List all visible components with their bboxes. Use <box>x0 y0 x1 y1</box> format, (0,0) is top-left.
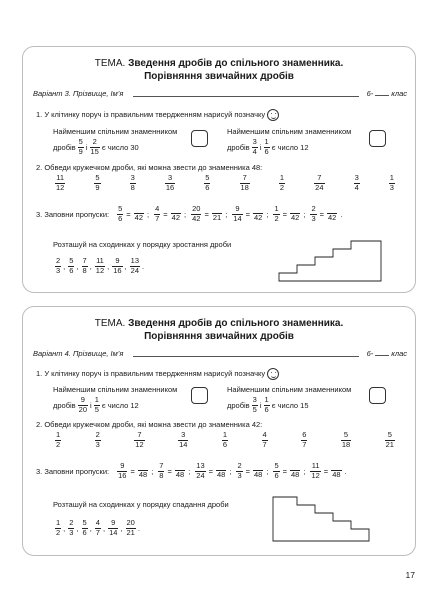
task-3: 3. Заповни пропуски: $\frac{9}{16}$ = 48 ; $\frac{7}{8}$ = 48 ; $\frac{13}{24}$ = 48 ; $\frac{2}{3}$ = 48 ; $\frac{5}{6}$ = 48 ; $\frac{11}{12}$ = 48 . <box>36 461 347 480</box>
variant-label: Варіант 4. Прізвище, Ім’я <box>33 349 124 358</box>
answer-blank[interactable] <box>328 206 337 213</box>
answer-blank[interactable] <box>213 206 222 213</box>
fraction: $\frac{9}{14}$ <box>109 518 118 537</box>
fraction: $\frac{3}{4}$ <box>252 137 257 156</box>
answer-blank[interactable] <box>254 463 263 470</box>
task-2: 2. Обведи кружечком дроби, які можна звести до знаменника 48: <box>36 163 263 172</box>
fraction: $\frac{2}{15}$ <box>90 137 99 156</box>
worksheet-variant-3 <box>22 46 416 293</box>
answer-blank[interactable] <box>139 463 148 470</box>
fraction: $\frac{5}{6}$ <box>82 518 87 537</box>
fill-equation: $\frac{1}{2}$ = 42 ; <box>274 204 306 223</box>
fraction-option[interactable]: $\frac{1}{3}$ <box>389 173 394 192</box>
fraction: $\frac{1}{2}$ <box>56 518 61 537</box>
fraction: $\frac{13}{24}$ <box>130 256 140 275</box>
fraction-option[interactable]: $\frac{5}{9}$ <box>95 173 100 192</box>
fraction: $\frac{5}{6}$ <box>69 256 74 275</box>
fill-equation: $\frac{2}{3}$ = 48 ; <box>237 461 269 480</box>
fraction-sequence: $\frac{2}{3}$ , $\frac{5}{6}$ , $\frac{7}{8}$ , $\frac{11}{12}$ , $\frac{9}{16}$ , $\frac{13}{24}$ . <box>56 256 145 275</box>
fraction: $\frac{20}{21}$ <box>126 518 135 537</box>
fraction: $\frac{11}{12}$ <box>95 256 105 275</box>
fraction-option[interactable]: $\frac{7}{18}$ <box>240 173 249 192</box>
fraction-option[interactable]: $\frac{7}{12}$ <box>135 430 144 449</box>
fraction-option[interactable]: $\frac{5}{18}$ <box>341 430 351 449</box>
grade-field: 6- клас <box>366 89 407 98</box>
task-1: 1. У клітинку поруч із правильним твердженням нарисуй позначку <box>36 109 279 121</box>
descending-stairs-diagram <box>271 493 381 543</box>
name-blank-line[interactable] <box>133 356 359 357</box>
statement-1: Найменшим спільним знаменником дробів $\frac{9}{20}$ і $\frac{1}{5}$ є число 12 <box>53 385 178 414</box>
stairs-instruction: Розташуй на сходинках у порядку зростання дроби <box>53 240 232 249</box>
fill-equation: $\frac{5}{6}$ = 48 ; <box>274 461 306 480</box>
fraction-option[interactable]: $\frac{2}{3}$ <box>95 430 100 449</box>
page-number: 17 <box>405 570 415 580</box>
task-1: 1. У клітинку поруч із правильним твердженням нарисуй позначку <box>36 368 279 380</box>
fraction-option[interactable]: $\frac{6}{7}$ <box>302 430 307 449</box>
fraction-option[interactable]: $\frac{4}{7}$ <box>262 430 267 449</box>
answer-blank[interactable] <box>171 206 180 213</box>
name-blank-line[interactable] <box>133 96 359 97</box>
fraction: $\frac{9}{16}$ <box>113 256 122 275</box>
answer-blank[interactable] <box>332 463 341 470</box>
fraction-option[interactable]: $\frac{5}{6}$ <box>205 173 210 192</box>
statement-2: Найменшим спільним знаменником дробів $\frac{3}{5}$ і $\frac{1}{6}$ є число 15 <box>227 385 352 414</box>
fraction: $\frac{7}{8}$ <box>82 256 87 275</box>
fraction: $\frac{1}{6}$ <box>264 395 269 414</box>
answer-blank[interactable] <box>254 206 263 213</box>
smiley-icon <box>267 109 279 121</box>
fraction-option[interactable]: $\frac{11}{12}$ <box>56 173 65 192</box>
stairs-instruction: Розташуй на сходинках у порядку спадання дроби <box>53 500 229 509</box>
variant-label: Варіант 3. Прізвище, Ім’я <box>33 89 124 98</box>
fraction: $\frac{1}{5}$ <box>94 395 99 414</box>
fill-equation: $\frac{9}{14}$ = 42 ; <box>233 204 269 223</box>
grade-field: 6- клас <box>366 349 407 358</box>
fill-equation: $\frac{7}{8}$ = 48 ; <box>159 461 191 480</box>
fraction-option[interactable]: $\frac{7}{24}$ <box>315 173 324 192</box>
fraction-option[interactable]: $\frac{1}{6}$ <box>222 430 228 449</box>
fill-equation: $\frac{13}{24}$ = 48 ; <box>196 461 232 480</box>
grade-blank[interactable] <box>375 95 389 96</box>
fill-equation: $\frac{4}{7}$ = 42 ; <box>155 204 187 223</box>
sheet-title: ТЕМА. Зведення дробів до спільного знаменника. Порівняння звичайних дробів <box>94 58 344 82</box>
fill-equation: $\frac{20}{42}$ = 21 ; <box>192 204 228 223</box>
fraction: $\frac{3}{5}$ <box>252 395 257 414</box>
checkbox-statement-2[interactable] <box>369 387 386 404</box>
checkbox-statement-2[interactable] <box>369 130 386 147</box>
checkbox-statement-1[interactable] <box>191 130 208 147</box>
fraction: $\frac{1}{6}$ <box>264 137 269 156</box>
fraction: $\frac{4}{7}$ <box>95 518 100 537</box>
fraction-option[interactable]: $\frac{3}{8}$ <box>130 173 135 192</box>
ascending-stairs-diagram <box>277 237 387 283</box>
answer-blank[interactable] <box>176 463 185 470</box>
answer-blank[interactable] <box>134 206 143 213</box>
fraction-option[interactable]: $\frac{1}{2}$ <box>56 430 61 449</box>
answer-blank[interactable] <box>217 463 226 470</box>
checkbox-statement-1[interactable] <box>191 387 208 404</box>
worksheet-variant-4 <box>22 306 416 556</box>
fraction-list <box>53 431 397 449</box>
sheet-title: ТЕМА. Зведення дробів до спільного знаменника. Порівняння звичайних дробів <box>94 318 344 342</box>
variant-line <box>33 89 407 98</box>
fill-equation: $\frac{9}{16}$ = 48 ; <box>118 461 154 480</box>
task-2: 2. Обведи кружечком дроби, які можна звести до знаменника 42: <box>36 420 263 429</box>
smiley-icon <box>267 368 279 380</box>
fraction-list <box>53 174 397 192</box>
statement-1: Найменшим спільним знаменником дробів $\frac{5}{9}$ і $\frac{2}{15}$ є число 30 <box>53 127 178 156</box>
answer-blank[interactable] <box>291 206 300 213</box>
fill-equation: $\frac{11}{12}$ = 48 . <box>311 461 347 480</box>
fraction-sequence: $\frac{1}{2}$ , $\frac{2}{3}$ , $\frac{5}{6}$ , $\frac{4}{7}$ , $\frac{9}{14}$ , $\frac{20}{21}$ . <box>56 518 140 537</box>
fraction-option[interactable]: $\frac{3}{16}$ <box>165 173 175 192</box>
fraction: $\frac{2}{3}$ <box>56 256 61 275</box>
fraction: $\frac{9}{20}$ <box>78 395 88 414</box>
fill-equation: $\frac{2}{3}$ = 42 . <box>311 204 343 223</box>
fraction-option[interactable]: $\frac{1}{2}$ <box>279 173 285 192</box>
fraction: $\frac{5}{9}$ <box>78 137 83 156</box>
fraction-option[interactable]: $\frac{3}{14}$ <box>179 430 188 449</box>
grade-blank[interactable] <box>375 355 389 356</box>
answer-blank[interactable] <box>291 463 300 470</box>
fill-equation: $\frac{5}{6}$ = 42 ; <box>118 204 150 223</box>
variant-line <box>33 349 407 358</box>
fraction-option[interactable]: $\frac{3}{4}$ <box>354 173 359 192</box>
statement-2: Найменшим спільним знаменником дробів $\frac{3}{4}$ і $\frac{1}{6}$ є число 12 <box>227 127 352 156</box>
fraction: $\frac{2}{3}$ <box>69 518 74 537</box>
fraction-option[interactable]: $\frac{5}{21}$ <box>385 430 394 449</box>
task-3: 3. Заповни пропуски: $\frac{5}{6}$ = 42 ; $\frac{4}{7}$ = 42 ; $\frac{20}{42}$ = 21 ; $\frac{9}{14}$ = 42 ; $\frac{1}{2}$ = 42 ; $\frac{2}{3}$ = 42 . <box>36 204 343 223</box>
